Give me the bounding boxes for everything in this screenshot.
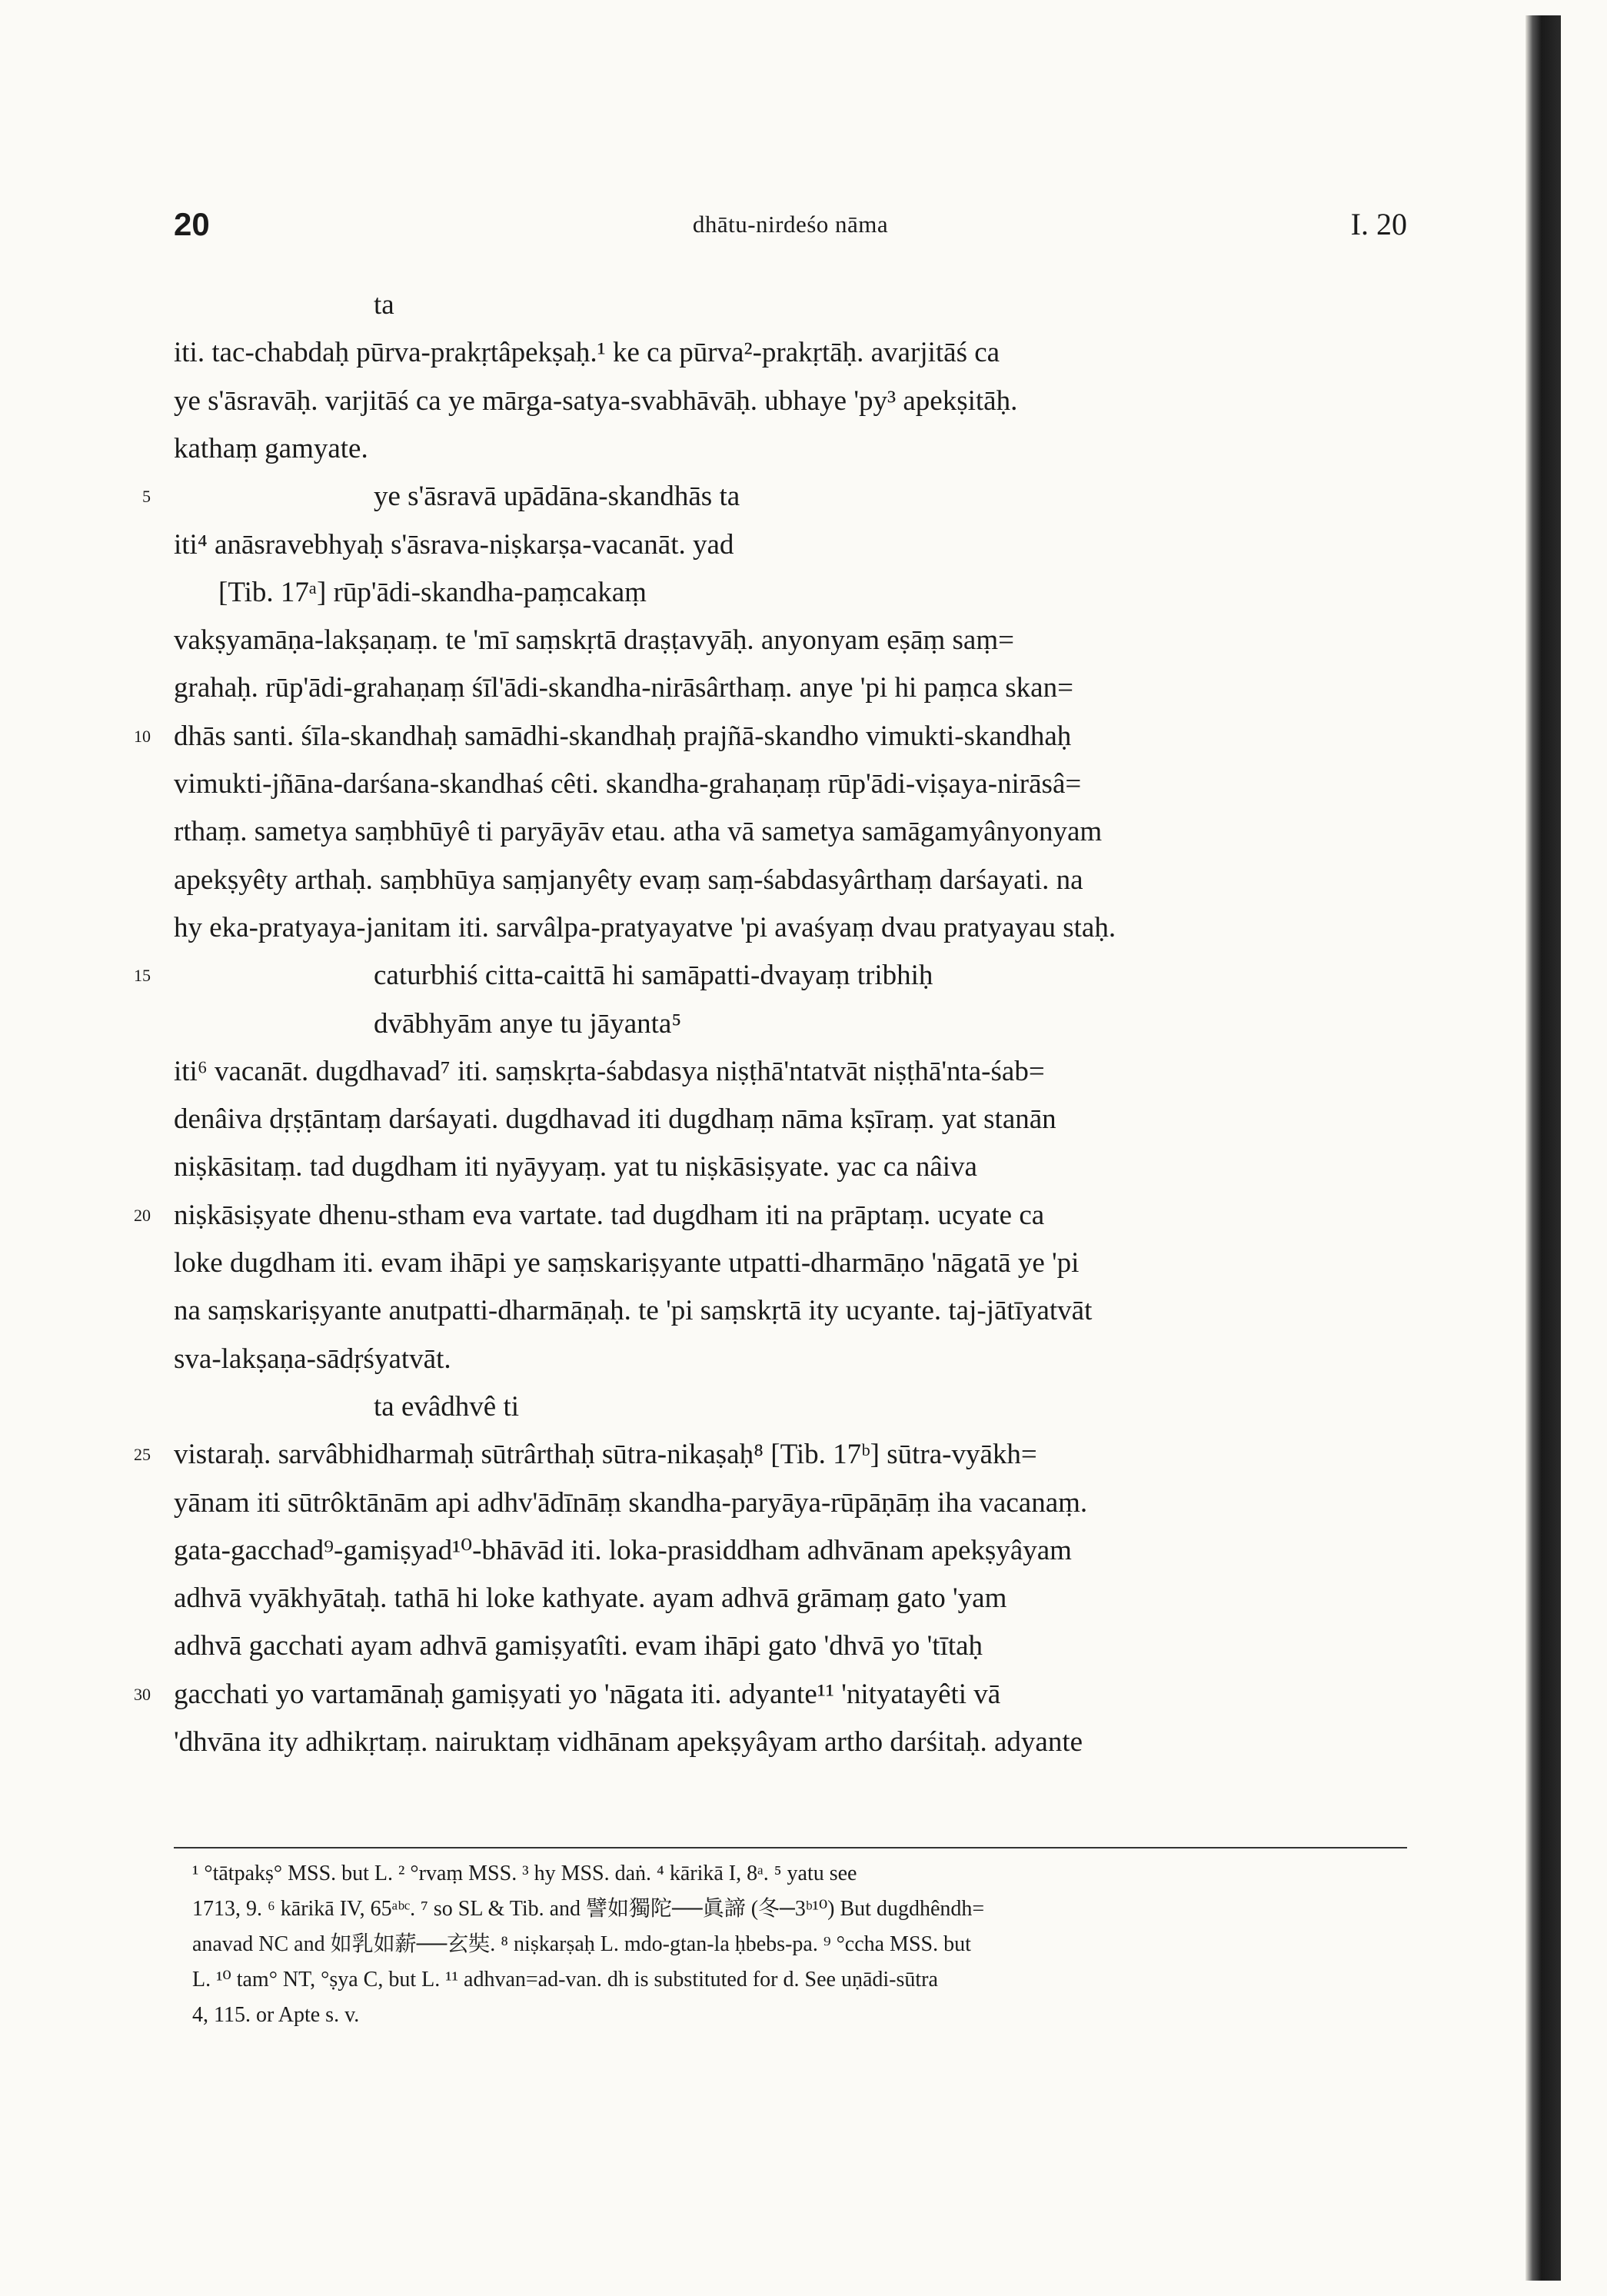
text-line [134, 1671, 1407, 1719]
line-text: iti⁴ anāsravebhyaḥ s'āsrava-niṣkarṣa-vacanāt. yad [174, 528, 734, 561]
line-number: 20 [134, 1205, 151, 1225]
line-text: ye s'āsravāḥ. varjitāś ca ye mārga-satya-svabhāvāḥ. ubhaye 'py³ apekṣitāḥ. [174, 384, 1018, 417]
text-line [174, 1096, 1407, 1143]
line-text: iti⁶ vacanāt. dugdhavad⁷ iti. saṃskṛta-śabdasya niṣṭhā'ntatvāt niṣṭhā'nta-śab= [174, 1055, 1045, 1087]
text-line [174, 664, 1407, 712]
text-line [174, 1240, 1407, 1287]
footnote-line: L. ¹⁰ tam° NT, °ṣya C, but L. ¹¹ adhvan=ad-van. dh is substituted for d. See uṇādi-sūtra [192, 1968, 938, 1992]
text-line [174, 760, 1407, 808]
text-line [174, 1336, 1407, 1383]
text-line [134, 1431, 1407, 1479]
text-line [174, 378, 1407, 425]
line-text: kathaṃ gamyate. [174, 432, 368, 464]
text-line [174, 1527, 1407, 1575]
line-text: sva-lakṣaṇa-sādṛśyatvāt. [174, 1343, 451, 1375]
text-line [142, 473, 1607, 521]
line-text: 'dhvāna ity adhikṛtaṃ. nairuktaṃ vidhānam apekṣyâyam artho darśitaḥ. adyante [174, 1726, 1083, 1758]
text-line [174, 617, 1407, 664]
text-line [134, 952, 1607, 1000]
page-number: 20 [174, 206, 210, 242]
line-text: apekṣyêty arthaḥ. saṃbhūya saṃjanyêty evaṃ saṃ-śabdasyârthaṃ darśayati. na [174, 863, 1083, 896]
text-line [174, 281, 1607, 329]
line-text: ta [374, 289, 394, 321]
line-text: na saṃskariṣyante anutpatti-dharmāṇaḥ. te 'pi saṃskṛtā ity ucyante. taj-jātīyatvāt [174, 1295, 1093, 1327]
line-number: 30 [134, 1684, 151, 1704]
text-line [174, 1479, 1407, 1527]
page-edge-shadow [1525, 15, 1561, 2281]
footnotes [192, 1856, 1407, 2033]
text-line [174, 904, 1407, 952]
text-line [174, 1287, 1407, 1335]
text-line [174, 1719, 1407, 1766]
footnote-line: 4, 115. or Apte s. v. [192, 2003, 360, 2027]
text-line [174, 808, 1407, 856]
text-line [134, 1192, 1407, 1240]
line-text: gata-gacchad⁹-gamiṣyad¹⁰-bhāvād iti. loka-prasiddham adhvānam apekṣyâyam [174, 1534, 1072, 1566]
line-text: loke dugdham iti. evam ihāpi ye saṃskariṣyante utpatti-dharmāṇo 'nāgatā ye 'pi [174, 1247, 1080, 1279]
line-text: ta evâdhvê ti [374, 1390, 520, 1423]
line-number: 10 [134, 726, 151, 746]
text-line [174, 425, 1407, 473]
footnote-line: 1713, 9. ⁶ kārikā IV, 65ᵃᵇᶜ. ⁷ so SL & Tib. and 譬如獨陀──眞諦 (冬─3ᵇ¹⁰) But dugdhêndh= [192, 1897, 985, 1921]
text-line [174, 1143, 1407, 1191]
line-text: niṣkāsiṣyate dhenu-stham eva vartate. tad dugdham iti na prāptaṃ. ucyate ca [174, 1199, 1045, 1231]
section-reference: I. 20 [1350, 207, 1407, 241]
line-number: 25 [134, 1445, 151, 1465]
line-text: dvābhyām anye tu jāyanta⁵ [374, 1007, 682, 1040]
line-number: 5 [142, 487, 151, 507]
line-text: gacchati yo vartamānaḥ gamiṣyati yo 'nāgata iti. adyante¹¹ 'nityatayêti vā [174, 1678, 1001, 1710]
text-line [174, 329, 1407, 377]
footnote-line: ¹ °tātpakṣ° MSS. but L. ² °rvaṃ MSS. ³ hy MSS. daṅ. ⁴ kārikā I, 8ᵃ. ⁵ yatu see [192, 1862, 857, 1885]
line-text: dhās santi. śīla-skandhaḥ samādhi-skandhaḥ prajñā-skandho vimukti-skandhaḥ [174, 720, 1072, 752]
line-text: vistaraḥ. sarvâbhidharmaḥ sūtrârthaḥ sūtra-nikaṣaḥ⁸ [Tib. 17ᵇ] sūtra-vyākh= [174, 1439, 1037, 1471]
line-text: rthaṃ. sametya saṃbhūyê ti paryāyāv etau. atha vā sametya samāgamyânyonyam [174, 816, 1103, 848]
text-line [174, 857, 1407, 904]
line-text: grahaḥ. rūp'ādi-grahaṇaṃ śīl'ādi-skandha-nirāsârthaṃ. anye 'pi hi paṃca skan= [174, 672, 1073, 704]
line-text: denâiva dṛṣṭāntaṃ darśayati. dugdhavad iti dugdhaṃ nāma kṣīraṃ. yat stanān [174, 1103, 1056, 1136]
line-text: vimukti-jñāna-darśana-skandhaś cêti. skandha-grahaṇaṃ rūp'ādi-viṣaya-nirāsâ= [174, 768, 1082, 800]
line-text: caturbhiś citta-caittā hi samāpatti-dvayaṃ tribhiḥ [374, 960, 933, 992]
text-line [174, 1575, 1407, 1622]
running-title: dhātu-nirdeśo nāma [692, 211, 889, 238]
line-number: 15 [134, 966, 151, 986]
line-text: hy eka-pratyaya-janitam iti. sarvâlpa-pratyayatve 'pi avaśyaṃ dvau pratyayau staḥ. [174, 911, 1116, 943]
line-text: adhvā gacchati ayam adhvā gamiṣyatîti. evam ihāpi gato 'dhvā yo 'tītaḥ [174, 1630, 983, 1662]
text-line [174, 569, 1452, 617]
text-line [174, 1622, 1407, 1670]
page-header [174, 206, 1407, 252]
line-text: [Tib. 17ᵃ] rūp'ādi-skandha-paṃcakaṃ [218, 576, 647, 608]
line-text: adhvā vyākhyātaḥ. tathā hi loke kathyate. ayam adhvā grāmaṃ gato 'yam [174, 1582, 1007, 1615]
text-line [174, 1000, 1607, 1048]
text-line [174, 521, 1407, 569]
text-line [134, 713, 1407, 760]
line-text: yānam iti sūtrôktānām api adhv'ādīnāṃ skandha-paryāya-rūpāṇāṃ iha vacanaṃ. [174, 1486, 1088, 1519]
line-text: vakṣyamāṇa-lakṣaṇaṃ. te 'mī saṃskṛtā draṣṭavyāḥ. anyonyam eṣāṃ saṃ= [174, 624, 1014, 657]
text-line [174, 1048, 1407, 1096]
line-text: niṣkāsitaṃ. tad dugdham iti nyāyyaṃ. yat tu niṣkāsiṣyate. yac ca nâiva [174, 1151, 977, 1183]
line-text: ye s'āsravā upādāna-skandhās ta [374, 481, 740, 513]
footnote-line: anavad NC and 如乳如薪──玄奘. ⁸ niṣkarṣaḥ L. mdo-gtan-la ḥbebs-pa. ⁹ °ccha MSS. but [192, 1932, 971, 1956]
footnote-rule [174, 1847, 1407, 1848]
text-line [174, 1383, 1607, 1431]
line-text: iti. tac-chabdaḥ pūrva-prakṛtâpekṣaḥ.¹ ke ca pūrva²-prakṛtāḥ. avarjitāś ca [174, 337, 1000, 369]
